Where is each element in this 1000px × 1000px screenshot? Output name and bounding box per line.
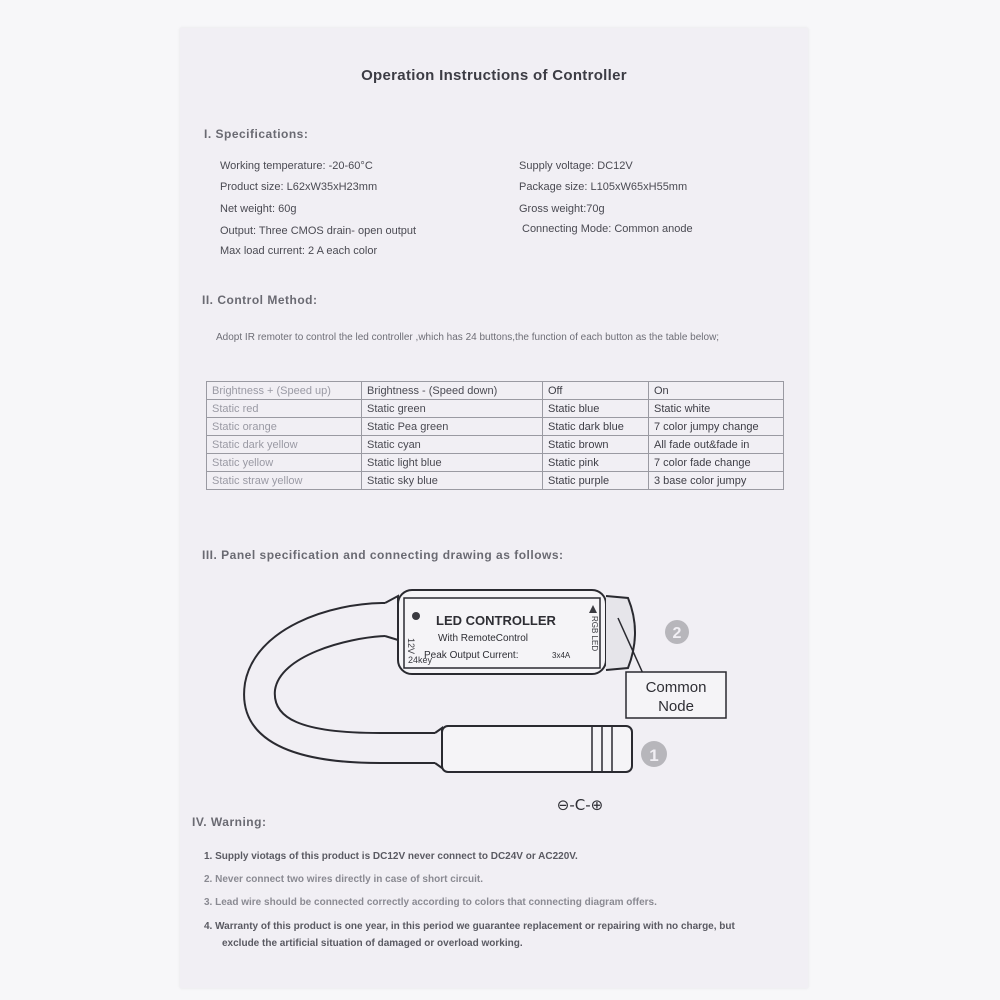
table-cell: Off (543, 382, 649, 400)
label-led-controller: LED CONTROLLER (436, 613, 556, 628)
spec-net-weight: Net weight: 60g (220, 203, 297, 215)
table-cell: Static yellow (207, 454, 362, 472)
table-cell: Brightness + (Speed up) (207, 382, 362, 400)
specifications-heading: I. Specifications: (204, 127, 309, 141)
dc-plug-body (442, 726, 632, 772)
label-peak-output: Peak Output Current: (424, 650, 519, 661)
control-method-intro: Adopt IR remoter to control the led controller ,which has 24 buttons,the function of each button as the table below; (216, 332, 720, 343)
label-peak-value: 3x4A (552, 651, 571, 660)
controller-end-cap (606, 596, 635, 670)
spec-gross-weight: Gross weight:70g (519, 203, 605, 215)
label-rgb-led: RGB LED (590, 616, 599, 652)
table-cell: Brightness - (Speed down) (362, 382, 543, 400)
spec-output: Output: Three CMOS drain- open output (220, 225, 417, 237)
label-24key: 24key (408, 655, 433, 665)
controller-strain-relief (385, 596, 398, 640)
instruction-sheet (180, 28, 808, 988)
table-cell: Static dark yellow (207, 436, 362, 454)
table-cell: 3 base color jumpy (649, 472, 784, 490)
table-cell: 7 color jumpy change (649, 418, 784, 436)
table-cell: Static brown (543, 436, 649, 454)
table-cell: Static sky blue (362, 472, 543, 490)
connecting-diagram (180, 28, 808, 988)
table-cell: Static cyan (362, 436, 543, 454)
spec-connecting-mode: Connecting Mode: Common anode (522, 223, 693, 235)
warning-item-3: 3. Lead wire should be connected correctly according to colors that connecting diagram offers. (204, 897, 657, 908)
control-method-heading: II. Control Method: (202, 293, 318, 307)
spec-package-size: Package size: L105xW65xH55mm (519, 181, 688, 193)
label-remote-control: With RemoteControl (438, 633, 529, 644)
callout-2-number: 2 (672, 625, 682, 642)
polarity-symbol: ⊖-C-⊕ (556, 796, 604, 814)
document-title: Operation Instructions of Controller (361, 67, 627, 84)
warning-heading: IV. Warning: (192, 815, 267, 829)
warning-item-4-cont: exclude the artificial situation of damaged or overload working. (222, 938, 523, 949)
table-cell: Static dark blue (543, 418, 649, 436)
plug-strain-relief (435, 728, 442, 768)
table-cell: Static red (207, 400, 362, 418)
spec-working-temperature: Working temperature: -20-60°C (220, 160, 373, 172)
spec-product-size: Product size: L62xW35xH23mm (220, 181, 378, 193)
warning-item-2: 2. Never connect two wires directly in case of short circuit. (204, 874, 483, 885)
panel-heading: III. Panel specification and connecting drawing as follows: (202, 548, 564, 562)
plus-icon (412, 612, 420, 620)
label-12v: 12V (406, 638, 416, 655)
callout-1-number: 1 (649, 746, 659, 765)
table-cell: Static white (649, 400, 784, 418)
spec-supply-voltage: Supply voltage: DC12V (519, 160, 633, 172)
warning-item-1: 1. Supply viotags of this product is DC12V never connect to DC24V or AC220V. (204, 851, 578, 862)
table-cell: Static blue (543, 400, 649, 418)
table-cell: On (649, 382, 784, 400)
warning-item-4: 4. Warranty of this product is one year, in this period we guarantee replacement or repairing with no charge, but (204, 921, 735, 932)
table-cell: Static purple (543, 472, 649, 490)
table-cell: Static green (362, 400, 543, 418)
common-node-text-1: Common (645, 679, 707, 696)
table-cell: Static orange (207, 418, 362, 436)
table-cell: Static Pea green (362, 418, 543, 436)
table-cell: All fade out&fade in (649, 436, 784, 454)
spec-max-load-current: Max load current: 2 A each color (220, 245, 378, 257)
table-cell: Static straw yellow (207, 472, 362, 490)
table-cell: Static pink (543, 454, 649, 472)
table-cell: 7 color fade change (649, 454, 784, 472)
table-cell: Static light blue (362, 454, 543, 472)
common-node-text-2: Node (658, 698, 694, 715)
